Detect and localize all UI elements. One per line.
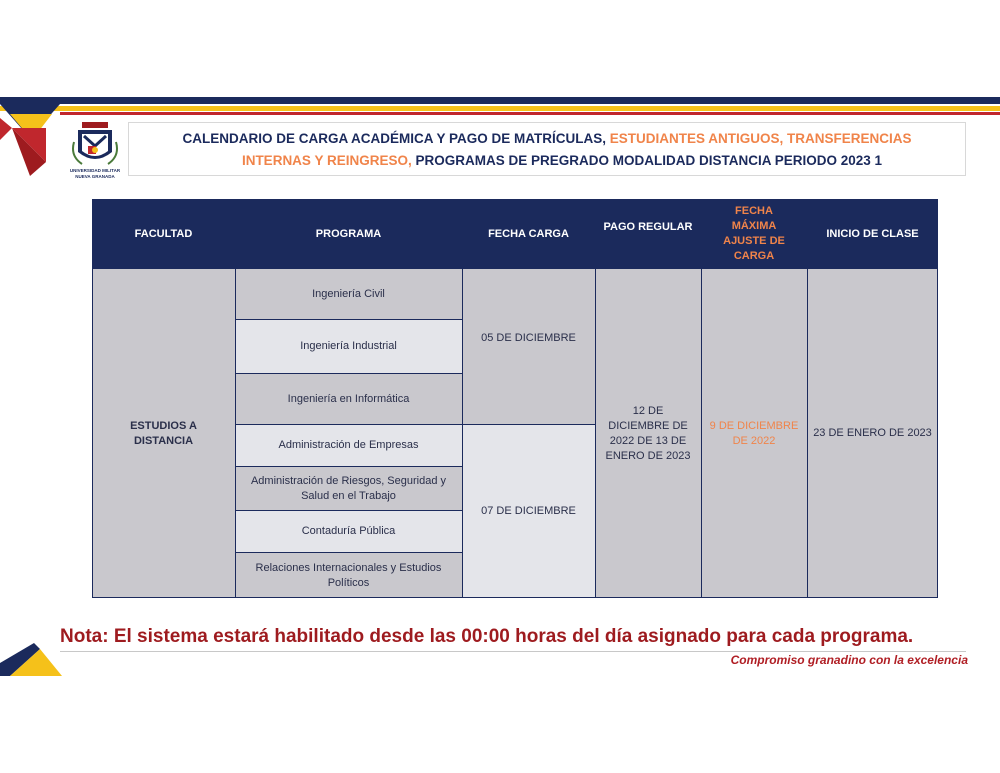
header-fecha-maxima: FECHA MÁXIMA AJUSTE DE CARGA — [701, 199, 807, 269]
grid-line — [235, 466, 462, 467]
page-title — [128, 122, 966, 176]
programa-row: Administración de Riesgos, Seguridad y Salud en el Trabajo — [235, 467, 462, 510]
header-fecha-carga: FECHA CARGA — [462, 199, 595, 269]
slogan-text: Compromiso granadino con la excelencia — [730, 653, 968, 667]
logo-text-line1: UNIVERSIDAD MILITAR — [69, 168, 121, 173]
grid-line — [235, 552, 462, 553]
header-facultad: FACULTAD — [92, 199, 235, 269]
programa-row: Relaciones Internacionales y Estudios Políticos — [235, 553, 462, 598]
calendar-table — [92, 199, 938, 598]
grid-line — [937, 269, 938, 598]
grid-line — [462, 269, 463, 598]
header-stripe-navy — [0, 97, 1000, 104]
fecha-maxima-cell: 9 DE DICIEMBRE DE 2022 — [701, 269, 807, 598]
grid-line — [235, 510, 462, 511]
corner-decoration-bottom-icon — [0, 643, 62, 676]
grid-line — [235, 319, 462, 320]
grid-line — [235, 424, 595, 425]
programa-row: Ingeniería Industrial — [235, 320, 462, 373]
header-inicio-clase: INICIO DE CLASE — [807, 199, 938, 269]
programa-row: Ingeniería en Informática — [235, 374, 462, 424]
grid-line — [92, 597, 938, 598]
header-programa: PROGRAMA — [235, 199, 462, 269]
header-pago-regular: PAGO REGULAR — [595, 199, 701, 255]
title-part3: INTERNAS Y REINGRESO, — [241, 153, 412, 168]
divider — [60, 651, 966, 652]
title-part2: ESTUDIANTES ANTIGUOS, TRANSFERENCIAS — [609, 131, 912, 146]
grid-line — [92, 269, 93, 598]
grid-line — [595, 269, 596, 598]
nota-text: Nota: El sistema estará habilitado desde las 00:00 horas del día asignado para cada programa. — [60, 626, 914, 647]
fecha-carga-1: 05 DE DICIEMBRE — [462, 269, 595, 424]
grid-line — [807, 269, 808, 598]
facultad-cell: ESTUDIOS A DISTANCIA — [92, 269, 235, 598]
header-pago-regular-spacer — [595, 255, 701, 269]
programa-row: Ingeniería Civil — [235, 269, 462, 319]
programa-row: Contaduría Pública — [235, 511, 462, 552]
pago-regular-cell: 12 DE DICIEMBRE DE 2022 DE 13 DE ENERO DE 2023 — [595, 269, 701, 598]
title-part4: PROGRAMAS DE PREGRADO MODALIDAD DISTANCIA PERIODO 2023 1 — [411, 153, 883, 168]
grid-line — [701, 269, 702, 598]
title-part1: CALENDARIO DE CARGA ACADÉMICA Y PAGO DE MATRÍCULAS, — [182, 131, 610, 146]
logo-text-line2: NUEVA GRANADA — [75, 174, 115, 179]
programa-row: Administración de Empresas — [235, 425, 462, 466]
grid-line — [235, 373, 462, 374]
header-stripe-red — [60, 112, 1000, 115]
header-stripe-gold — [0, 106, 1000, 111]
inicio-clase-cell: 23 DE ENERO DE 2023 — [807, 269, 938, 598]
fecha-carga-2: 07 DE DICIEMBRE — [462, 425, 595, 598]
